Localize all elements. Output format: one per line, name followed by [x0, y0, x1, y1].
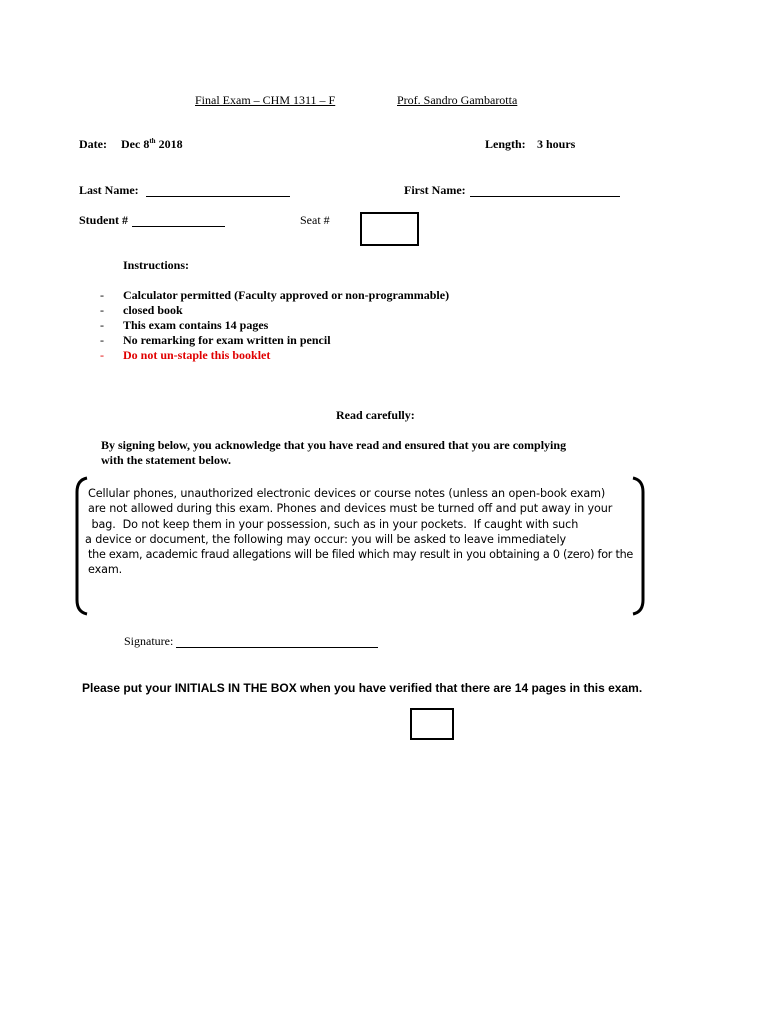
last-name-field[interactable] [146, 183, 290, 197]
initials-instruction: Please put your INITIALS IN THE BOX when you have verified that there are 14 pages in this exam. [82, 681, 643, 695]
instructions-heading: Instructions: [123, 258, 190, 272]
date-suffix: th [149, 137, 156, 145]
initials-box[interactable] [410, 708, 454, 740]
bullet-dash: - [100, 303, 104, 317]
read-carefully-heading: Read carefully: [336, 408, 415, 422]
notice-line: Cellular phones, unauthorized electronic devices or course notes (unless an open-book exam) [88, 487, 606, 500]
notice-line: are not allowed during this exam. Phones and devices must be turned off and put away in your [88, 502, 613, 516]
seat-label: Seat # [300, 213, 330, 227]
professor-name: Prof. Sandro Gambarotta [397, 93, 518, 107]
instruction-calculator: Calculator permitted (Faculty approved or non-programmable) [123, 288, 450, 302]
instruction-page-count: This exam contains 14 pages [123, 318, 269, 332]
signature-label: Signature: [124, 634, 174, 648]
instruction-no-remarking: No remarking for exam written in pencil [123, 333, 331, 347]
exam-title: Final Exam – CHM 1311 – F [195, 93, 336, 107]
signature-field[interactable] [176, 634, 378, 648]
date-label: Date: [79, 137, 107, 151]
date-value [121, 137, 183, 152]
notice-text [85, 486, 640, 578]
last-name-label: Last Name: [79, 183, 139, 197]
first-name-label: First Name: [404, 183, 466, 197]
date-year: 2018 [158, 137, 183, 151]
bullet-dash: - [100, 288, 104, 302]
notice-line: exam. [88, 563, 123, 577]
length-label: Length: [485, 137, 526, 151]
bullet-dash: - [100, 333, 104, 347]
notice-line: a device or document, the following may occur: you will be asked to leave immediately [85, 532, 566, 546]
acknowledgement-line-2: with the statement below. [101, 453, 231, 467]
seat-box[interactable] [360, 212, 419, 246]
instruction-no-unstaple: Do not un-staple this booklet [123, 348, 271, 362]
notice-line: bag. Do not keep them in your possession, such as in your pockets. If caught with such [88, 517, 579, 531]
date-day: Dec 8 [121, 137, 150, 151]
student-number-field[interactable] [132, 213, 225, 227]
student-number-label: Student # [79, 213, 129, 227]
first-name-field[interactable] [470, 183, 620, 197]
length-value: 3 hours [537, 137, 576, 151]
bullet-dash: - [100, 348, 104, 362]
bullet-dash: - [100, 318, 104, 332]
notice-line: the exam, academic fraud allegations will be filed which may result in you obtaining a 0 (zero) for the [88, 548, 634, 562]
instruction-closed-book: closed book [123, 303, 183, 317]
acknowledgement-line-1: By signing below, you acknowledge that you have read and ensured that you are complying [101, 438, 567, 452]
